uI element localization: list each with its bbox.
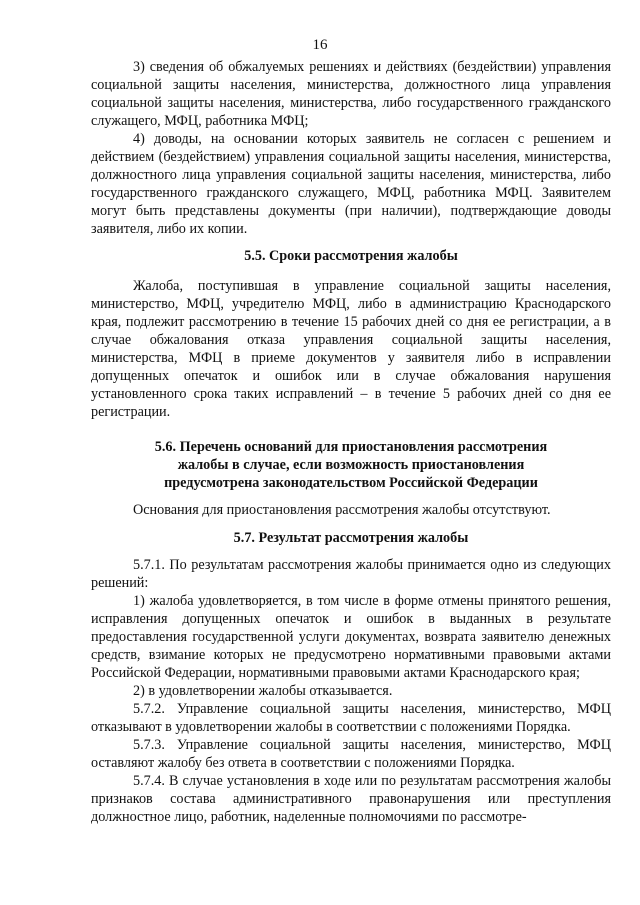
paragraph-decision-2: 2) в удовлетворении жалобы отказывается. (133, 683, 393, 699)
section-heading-5-6-line-1: 5.6. Перечень оснований для приостановления рассмотрения (154, 439, 548, 455)
paragraph-item-3: 3) сведения об обжалуемых решениях и действиях (бездействии) управления социальной защиты населения, министерства, должностного лица управления социальной защиты населения, министерства, либо государственного гражданского служащего, МФЦ, работника МФЦ; (91, 59, 611, 129)
section-heading-5-7: 5.7. Результат рассмотрения жалобы (233, 530, 469, 546)
paragraph-5-7-4: 5.7.4. В случае установления в ходе или по результатам рассмотрения жалобы признаков состава административного правонарушения или преступления должностное лицо, работник, наделенные полномочиями по рассмотре- (91, 773, 611, 825)
paragraph-complaint-terms: Жалоба, поступившая в управление социальной защиты населения, министерство, МФЦ, учредителю МФЦ, либо в администрацию Краснодарского края, подлежит рассмотрению в течение 15 рабочих дней со дня ее регистрации, а в случае обжалования отказа управления социальной защиты населения, министерства, МФЦ в приеме документов у заявителя либо в исправлении допущенных опечаток и ошибок или в случае обжалования нарушения установленного срока таких исправлений – в течение 5 рабочих дней со дня ее регистрации. (91, 278, 611, 420)
paragraph-decision-1: 1) жалоба удовлетворяется, в том числе в форме отмены принятого решения, исправления допущенных опечаток и ошибок в выданных в результате предоставления государственной услуги документах, возврата заявителю денежных средств, взимание которых не предусмотрено нормативными правовыми актами Российской Федерации, нормативными правовыми актами Краснодарского края; (91, 593, 611, 681)
paragraph-5-7-2: 5.7.2. Управление социальной защиты населения, министерство, МФЦ отказывают в удовлетворении жалобы в соответствии с положениями Порядка. (91, 701, 611, 735)
section-heading-5-6-line-2: жалобы в случае, если возможность приостановления (177, 457, 525, 473)
page-number: 16 (312, 37, 328, 53)
paragraph-5-7-1: 5.7.1. По результатам рассмотрения жалобы принимается одно из следующих решений: (91, 557, 611, 591)
paragraph-item-4: 4) доводы, на основании которых заявитель не согласен с решением и действием (бездействием) управления социальной защиты населения, министерства, должностного лица управления социальной защиты населения, министерства, либо государственного гражданского служащего, МФЦ, работника МФЦ. Заявителем могут быть представлены документы (при наличии), подтверждающие доводы заявителя, либо их копии. (91, 131, 611, 237)
document-body (91, 58, 611, 826)
section-heading-5-6-line-3: предусмотрена законодательством Российской Федерации (164, 475, 538, 491)
section-heading-5-5: 5.5. Сроки рассмотрения жалобы (244, 248, 458, 264)
paragraph-no-suspension: Основания для приостановления рассмотрения жалобы отсутствуют. (133, 502, 551, 518)
section-heading-5-6 (91, 438, 611, 492)
paragraph-5-7-3: 5.7.3. Управление социальной защиты населения, министерство, МФЦ оставляют жалобу без ответа в соответствии с положениями Порядка. (91, 737, 611, 771)
